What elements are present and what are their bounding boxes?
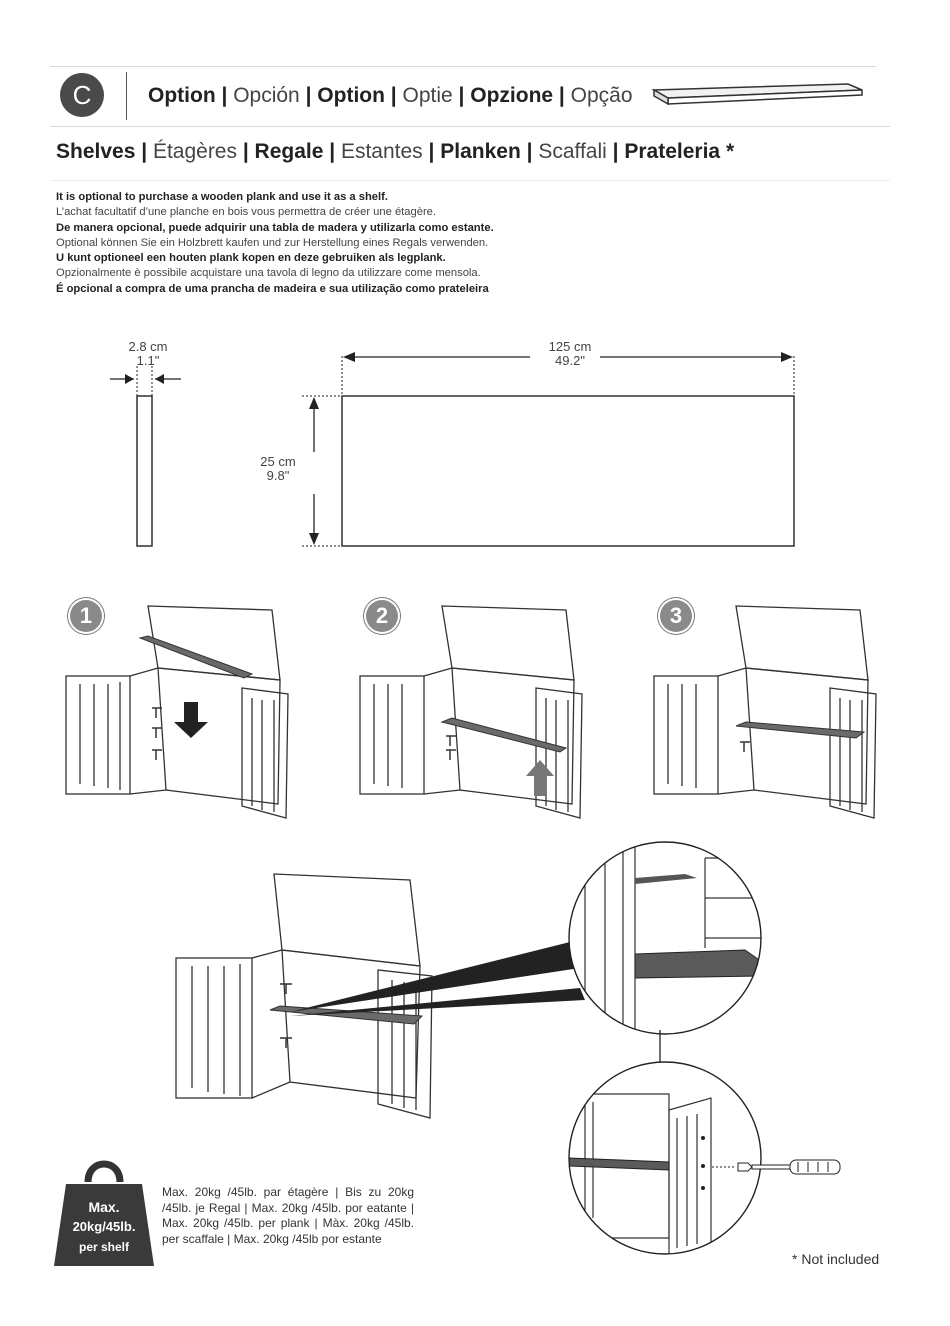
weight-label (56, 1180, 152, 1254)
shelves-title-word: Regale (254, 140, 324, 163)
option-title-word: Option (317, 84, 385, 107)
shelves-title-word: Prateleria * (624, 140, 735, 163)
shelves-title-word: Planken (440, 140, 521, 163)
option-title-separator: | (452, 84, 471, 107)
shelves-title-word: Scaffali (538, 140, 607, 163)
shelves-title-separator: | (323, 140, 341, 163)
weight-description: Max. 20kg /45lb. par étagère | Bis zu 20kg /45lb. je Regal | Max. 20kg /45lb. por eatante | Max. 20kg /45lb. per plank | Màx. 20kg /45lb. per scaffale | Max. 20kg /45lb por estante (162, 1185, 414, 1246)
width-metric: 25 cm (260, 454, 296, 469)
description-line: It is optional to purchase a wooden plank and use it as a shelf. (56, 191, 388, 203)
screwdriver-icon (708, 1155, 848, 1185)
shelves-title-word: Estantes (340, 140, 423, 163)
weight-line3: per shelf (78, 1240, 129, 1254)
footnote: * Not included (792, 1251, 880, 1267)
step-2-badge: 2 (364, 598, 400, 634)
step-3-badge: 3 (658, 598, 694, 634)
weight-line2: 20kg/45lb. (72, 1219, 136, 1234)
thickness-metric: 2.8 cm (128, 339, 168, 354)
thickness-imperial: 1.1" (136, 353, 160, 368)
detail-zoom-top (565, 838, 765, 1038)
option-title-separator: | (553, 84, 571, 107)
shelves-title-word: Shelves (56, 140, 136, 163)
description-line: É opcional a compra de uma prancha de madeira e sua utilização como prateleira (56, 282, 489, 295)
shelves-title-separator: | (520, 140, 539, 163)
description-line: Opzionalmente è possibile acquistare una tavola di legno da utilizzare come mensola. (56, 267, 481, 280)
option-title-word: Opzione (470, 84, 554, 107)
option-title-word: Optie (402, 84, 453, 107)
option-title-separator: | (384, 84, 403, 107)
option-title-word: Opción (233, 84, 300, 107)
width-imperial: 9.8" (266, 468, 290, 483)
option-title-separator: | (299, 84, 318, 107)
option-title-separator: | (215, 84, 234, 107)
step-1-badge: 1 (68, 598, 104, 634)
length-imperial: 49.2" (555, 353, 585, 368)
shelves-title-separator: | (422, 140, 441, 163)
shelves-title-word: Étagères (152, 140, 237, 163)
option-title-word: Opção (570, 84, 633, 107)
option-title-word: Option (148, 84, 216, 107)
shelves-title-separator: | (606, 140, 625, 163)
weight-line1: Max. (88, 1199, 120, 1215)
section-letter-badge: C (60, 73, 104, 117)
description-line: L’achat facultatif d’une planche en bois vous permettra de créer une étagère. (56, 206, 436, 219)
shelves-title-separator: | (135, 140, 153, 163)
description-line: Optional können Sie ein Holzbrett kaufen und zur Herstellung eines Regals verwenden. (56, 236, 489, 249)
length-metric: 125 cm (548, 339, 592, 354)
description-line: U kunt optioneel een houten plank kopen en deze gebruiken als legplank. (56, 252, 446, 265)
shelves-title-separator: | (237, 140, 255, 163)
description-line: De manera opcional, puede adquirir una tabla de madera y utilizarla como estante. (56, 221, 494, 234)
